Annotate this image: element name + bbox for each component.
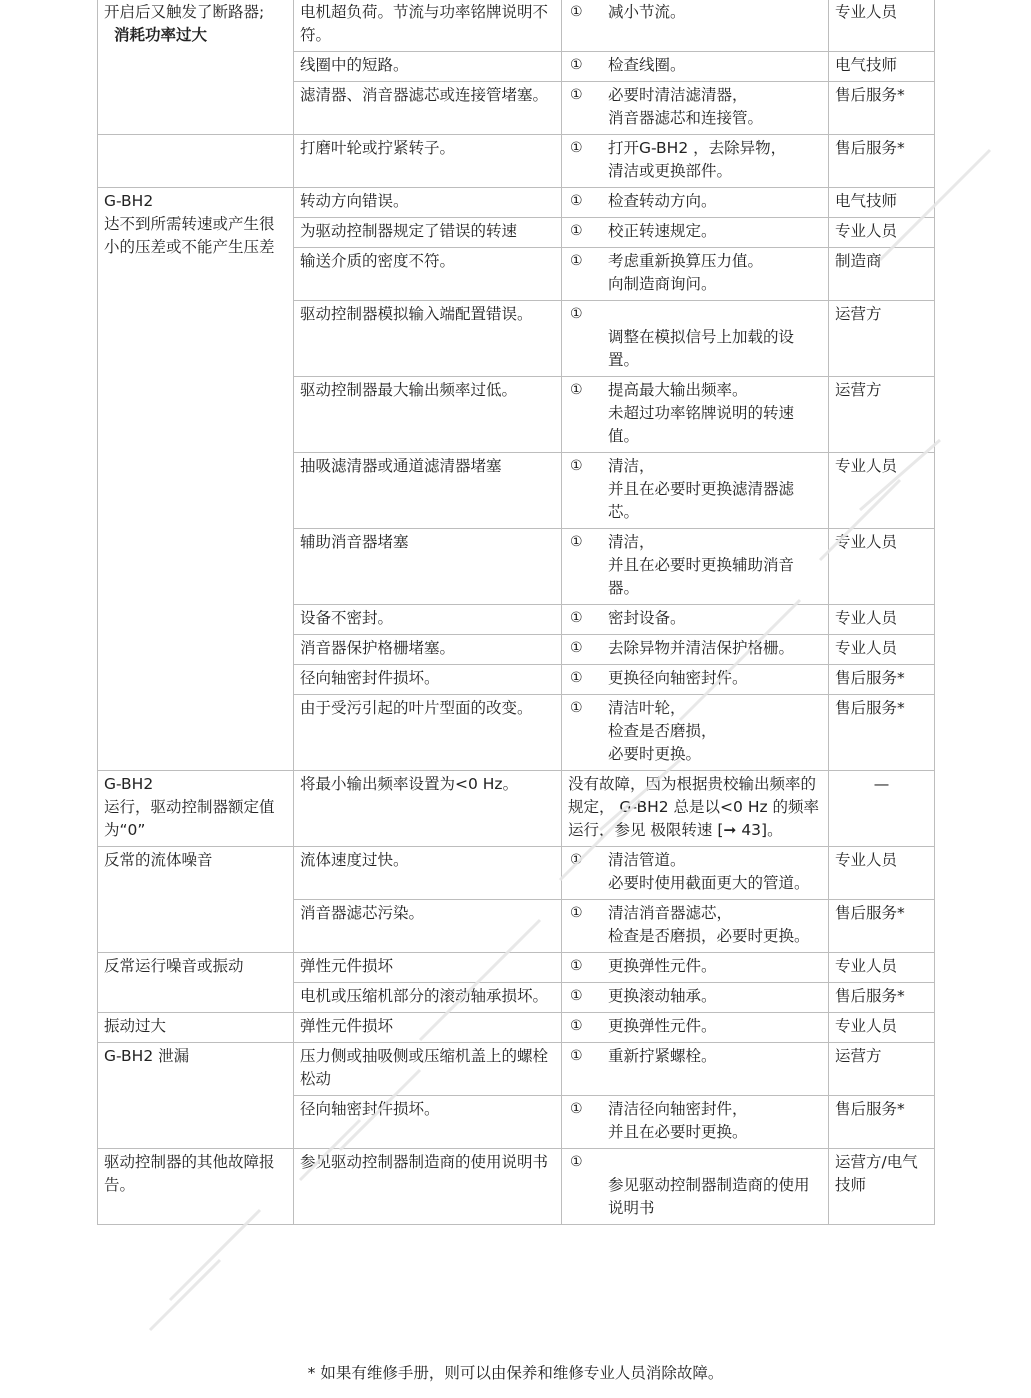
solution-text: 清洁， [608,533,655,551]
responsible-cell: 运营方 [829,1043,935,1096]
cause-cell: 辅助消音器堵塞 [294,529,562,605]
cause-cell: 滤清器、消音器滤芯或连接管堵塞。 [294,82,562,135]
step-number: ① [570,87,583,103]
solution-text: 调整在模拟信号上加载的设置。 [608,328,795,369]
cause-cell: 径向轴密封件损坏。 [294,665,562,695]
responsible-cell: 专业人员 [829,605,935,635]
fault-text: 运行，驱动控制器额定值为“0” [104,798,275,839]
solution-text: 清洁， [608,457,655,475]
solution-cell [562,1013,829,1043]
solution-text: 并且在必要时更换。 [608,1123,748,1141]
solution-text: 打开G-BH2 ，去除异物， [608,139,787,157]
responsible-cell: 售后服务* [829,665,935,695]
fault-text: 消耗功率过大 [114,26,208,44]
solution-cell [562,52,829,82]
step-number: ① [570,700,583,716]
responsible-cell: 售后服务* [829,82,935,135]
responsible-cell: 专业人员 [829,529,935,605]
cause-cell: 打磨叶轮或拧紧转子。 [294,135,562,188]
cause-cell: 线圈中的短路。 [294,52,562,82]
fault-text: G-BH2 泄漏 [104,1047,190,1065]
solution-text: 更换弹性元件。 [608,1017,717,1035]
cause-cell: 将最小输出频率设置为<0 Hz。 [294,771,562,847]
solution-text: 必要时使用截面更大的管道。 [608,874,810,892]
table-row [98,1043,935,1096]
solution-cell [562,301,829,377]
step-number: ① [570,640,583,656]
solution-text: 必要时清洁滤清器， [608,86,748,104]
solution-text: 检查是否磨损， [608,722,717,740]
fault-text: 反常运行噪音或振动 [104,957,244,975]
solution-cell [562,771,829,847]
table-row [98,188,935,218]
step-number: ① [570,988,583,1004]
solution-cell [562,1149,829,1225]
step-number: ① [570,4,583,20]
solution-text: 密封设备。 [608,609,686,627]
solution-text [608,1151,822,1174]
cause-cell: 消音器保护格栅堵塞。 [294,635,562,665]
step-number: ① [570,534,583,550]
responsible-cell: 专业人员 [829,0,935,52]
fault-cell [98,1149,294,1225]
step-number: ① [570,253,583,269]
step-number: ① [570,905,583,921]
fault-text: 开启后又触发了断路器; [104,3,265,21]
solution-text: 未超过功率铭牌说明的转速值。 [608,404,795,445]
step-number: ① [570,306,583,322]
step-number: ① [570,958,583,974]
cause-cell: 压力侧或抽吸侧或压缩机盖上的螺栓松动 [294,1043,562,1096]
footnote: * 如果有维修手册，则可以由保养和维修专业人员消除故障。 [307,1364,724,1382]
solution-text: 清洁叶轮， [608,699,686,717]
solution-cell [562,218,829,248]
table-row [98,135,935,188]
solution-cell [562,695,829,771]
solution-text: 必要时更换。 [608,745,702,763]
responsible-cell: 制造商 [829,248,935,301]
responsible-cell: 专业人员 [829,635,935,665]
step-number: ① [570,458,583,474]
solution-cell [562,248,829,301]
fault-cell [98,847,294,953]
solution-cell [562,0,829,52]
table-row [98,1013,935,1043]
responsible-cell: 运营方 [829,377,935,453]
solution-cell [562,983,829,1013]
responsible-cell: 专业人员 [829,847,935,900]
fault-text: 驱动控制器的其他故障报告。 [104,1153,275,1194]
solution-text: 考虑重新换算压力值。 [608,252,764,270]
responsible-cell: 电气技师 [829,188,935,218]
solution-text: 参见驱动控制器制造商的使用说明书 [608,1176,810,1217]
cause-cell: 电机或压缩机部分的滚动轴承损坏。 [294,983,562,1013]
fault-cell [98,1013,294,1043]
solution-cell [562,847,829,900]
cause-cell: 径向轴密封件损坏。 [294,1096,562,1149]
fault-cell [98,135,294,188]
fault-text: G-BH2 [104,192,154,210]
cause-cell: 流体速度过快。 [294,847,562,900]
responsible-cell: 运营方/电气技师 [829,1149,935,1225]
solution-cell [562,529,829,605]
solution-cell [562,135,829,188]
solution-cell [562,188,829,218]
table-row [98,1149,935,1225]
fault-cell [98,771,294,847]
solution-cell [562,1096,829,1149]
solution-text: 更换径向轴密封件。 [608,669,748,687]
solution-text: 检查转动方向。 [608,192,717,210]
solution-cell [562,377,829,453]
table-row [98,953,935,983]
solution-text: 并且在必要时更换滤清器滤芯。 [608,480,795,521]
responsible-cell: 专业人员 [829,218,935,248]
cause-cell: 设备不密封。 [294,605,562,635]
solution-text: 向制造商询问。 [608,275,717,293]
cause-cell: 电机超负荷。节流与功率铭牌说明不符。 [294,0,562,52]
step-number: ① [570,140,583,156]
fault-cell [98,1043,294,1149]
responsible-cell: 运营方 [829,301,935,377]
solution-cell [562,605,829,635]
troubleshooting-table [97,0,935,1225]
solution-text: 校正转速规定。 [608,222,717,240]
solution-text: 并且在必要时更换辅助消音器。 [608,556,795,597]
step-number: ① [570,1101,583,1117]
table-row [98,0,935,52]
fault-cell [98,0,294,135]
solution-text: 重新拧紧螺栓。 [608,1047,717,1065]
fault-cell [98,188,294,771]
solution-cell [562,82,829,135]
cause-cell: 参见驱动控制器制造商的使用说明书 [294,1149,562,1225]
responsible-cell: 售后服务* [829,695,935,771]
cause-cell: 弹性元件损坏 [294,953,562,983]
step-number: ① [570,610,583,626]
step-number: ① [570,1018,583,1034]
step-number: ① [570,852,583,868]
solution-cell [562,953,829,983]
solution-cell [562,635,829,665]
responsible-cell: — [829,771,935,847]
solution-text: 清洁管道。 [608,851,686,869]
responsible-cell: 专业人员 [829,1013,935,1043]
responsible-cell: 电气技师 [829,52,935,82]
step-number: ① [570,670,583,686]
responsible-cell: 售后服务* [829,135,935,188]
solution-text: 没有故障，因为根据贵校输出频率的规定， G-BH2 总是以<0 Hz 的频率运行，参见 极限转速 [➞ 43]。 [568,775,820,839]
fault-text: 达不到所需转速或产生很小的压差或不能产生压差 [104,215,275,256]
cause-cell: 弹性元件损坏 [294,1013,562,1043]
solution-text: 消音器滤芯和连接管。 [608,109,764,127]
cause-cell: 驱动控制器模拟输入端配置错误。 [294,301,562,377]
solution-text: 清洁径向轴密封件， [608,1100,748,1118]
solution-text: 清洁或更换部件。 [608,162,733,180]
solution-cell [562,453,829,529]
responsible-cell: 售后服务* [829,900,935,953]
solution-text: 检查是否磨损，必要时更换。 [608,927,810,945]
fault-text: G-BH2 [104,775,154,793]
responsible-cell: 售后服务* [829,1096,935,1149]
solution-text [608,303,822,326]
responsible-cell: 售后服务* [829,983,935,1013]
solution-cell [562,1043,829,1096]
solution-text: 减小节流。 [608,3,686,21]
table-row [98,847,935,900]
solution-text: 清洁消音器滤芯， [608,904,733,922]
step-number: ① [570,1154,583,1170]
cause-cell: 输送介质的密度不符。 [294,248,562,301]
step-number: ① [570,1048,583,1064]
solution-text: 检查线圈。 [608,56,686,74]
solution-text: 更换滚动轴承。 [608,987,717,1005]
solution-cell [562,665,829,695]
responsible-cell: 专业人员 [829,953,935,983]
cause-cell: 消音器滤芯污染。 [294,900,562,953]
solution-text: 去除异物并清洁保护格栅。 [608,639,795,657]
cause-cell: 转动方向错误。 [294,188,562,218]
table-row [98,771,935,847]
step-number: ① [570,382,583,398]
responsible-cell: 专业人员 [829,453,935,529]
cause-cell: 抽吸滤清器或通道滤清器堵塞 [294,453,562,529]
step-number: ① [570,193,583,209]
fault-text: 振动过大 [104,1017,167,1035]
fault-text: 反常的流体噪音 [104,851,213,869]
step-number: ① [570,57,583,73]
cause-cell: 由于受污引起的叶片型面的改变。 [294,695,562,771]
solution-text: 提高最大输出频率。 [608,381,748,399]
solution-cell [562,900,829,953]
cause-cell: 驱动控制器最大输出频率过低。 [294,377,562,453]
solution-text: 更换弹性元件。 [608,957,717,975]
cause-cell: 为驱动控制器规定了错误的转速 [294,218,562,248]
fault-cell [98,953,294,1013]
step-number: ① [570,223,583,239]
